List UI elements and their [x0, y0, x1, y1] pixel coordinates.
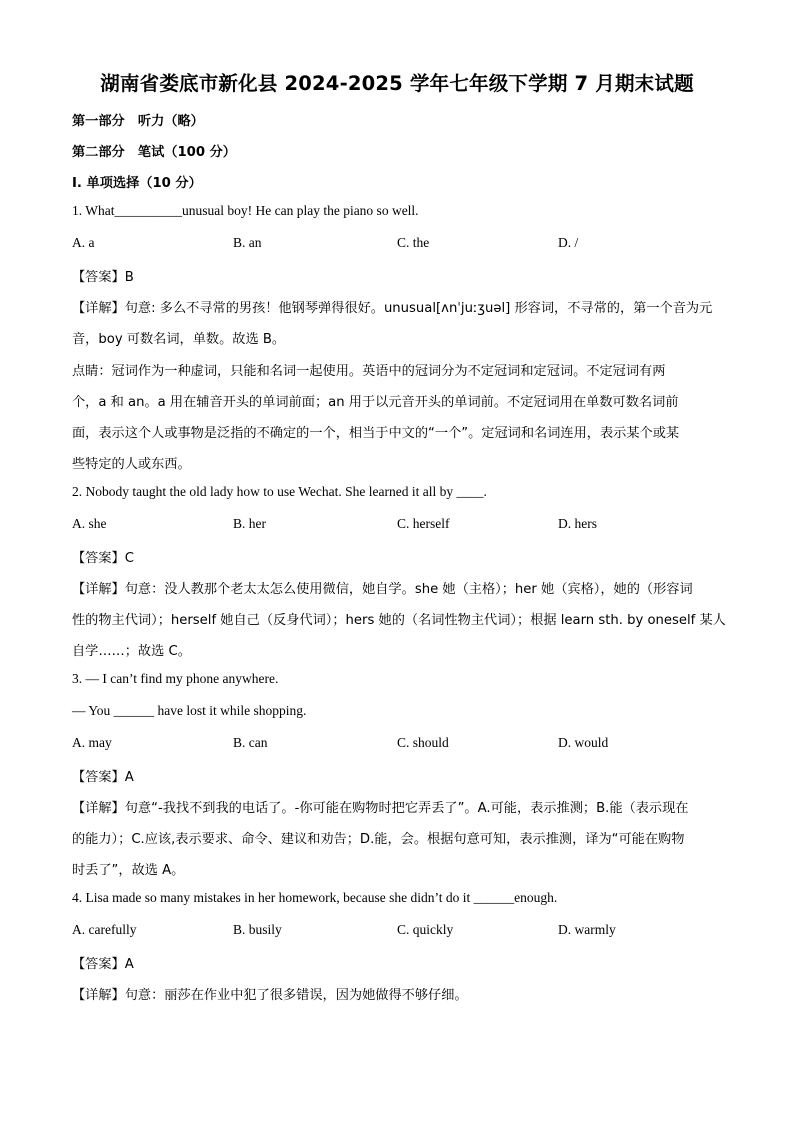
answer-line: 【答案】B [72, 270, 134, 285]
option-a: A. carefully [72, 922, 137, 937]
option-a: A. a [72, 235, 95, 250]
answer-line: 【答案】A [72, 770, 134, 785]
option-d: D. warmly [558, 922, 616, 937]
option-b: B. an [233, 235, 262, 250]
section-listening: 第一部分 听力（略） [72, 114, 204, 129]
question-options [72, 235, 722, 255]
question-stem: 3. — I can’t find my phone anywhere. [72, 671, 279, 686]
question-options [72, 516, 722, 536]
note-line: 个，a 和 an。a 用在辅音开头的单词前面；an 用于以元音开头的单词前。不定冠词用在单数可数名词前 [72, 395, 679, 410]
option-d: D. would [558, 735, 609, 750]
option-b: B. her [233, 516, 266, 531]
question-stem: 4. Lisa made so many mistakes in her homework, because she didn’t do it ______enough. [72, 890, 558, 905]
question-stem: 1. What__________unusual boy! He can play the piano so well. [72, 203, 419, 218]
detail-line: 【详解】句意: 多么不寻常的男孩！他钢琴弹得很好。unusual[ʌnˈjuːʒuəl] 形容词，不寻常的，第一个音为元 [72, 301, 713, 316]
option-d: D. / [558, 235, 579, 250]
page-title: 湖南省娄底市新化县 2024-2025 学年七年级下学期 7 月期末试题 [100, 72, 694, 95]
note-line: 面，表示这个人或事物是泛指的不确定的一个，相当于中文的“一个”。定冠词和名词连用，表示某个或某 [72, 426, 680, 441]
option-c: C. herself [397, 516, 450, 531]
detail-line: 性的物主代词）；herself 她自己（反身代词）；hers 她的（名词性物主代词）；根据 learn sth. by oneself 某人 [72, 613, 726, 628]
question-options [72, 922, 722, 942]
option-d: D. hers [558, 516, 597, 531]
option-b: B. busily [233, 922, 282, 937]
detail-line: 自学……；故选 C。 [72, 644, 191, 659]
question-stem: 2. Nobody taught the old lady how to use Wechat. She learned it all by ____. [72, 484, 487, 499]
option-a: A. she [72, 516, 107, 531]
section-single-choice: Ⅰ. 单项选择（10 分） [72, 176, 202, 191]
option-b: B. can [233, 735, 268, 750]
option-c: C. quickly [397, 922, 454, 937]
question-stem: — You ______ have lost it while shopping. [72, 703, 307, 718]
note-line: 些特定的人或东西。 [72, 457, 191, 472]
detail-line: 的能力）；C.应该,表示要求、命令、建议和劝告；D.能，会。根据句意可知，表示推测，译为“可能在购物 [72, 832, 685, 847]
answer-line: 【答案】C [72, 551, 134, 566]
detail-line: 【详解】句意：丽莎在作业中犯了很多错误，因为她做得不够仔细。 [72, 988, 468, 1003]
option-c: C. should [397, 735, 449, 750]
detail-line: 【详解】句意：没人教那个老太太怎么使用微信，她自学。she 她（主格）；her 她（宾格），她的（形容词 [72, 582, 693, 597]
option-c: C. the [397, 235, 430, 250]
question-options [72, 735, 722, 755]
section-writing: 第二部分 笔试（100 分） [72, 145, 236, 160]
detail-line: 时丢了”，故选 A。 [72, 863, 185, 878]
detail-line: 音，boy 可数名词，单数。故选 B。 [72, 332, 286, 347]
answer-line: 【答案】A [72, 957, 134, 972]
note-line: 点睛：冠词作为一种虚词，只能和名词一起使用。英语中的冠词分为不定冠词和定冠词。不定冠词有两 [72, 364, 666, 379]
detail-line: 【详解】句意“-我找不到我的电话了。-你可能在购物时把它弄丢了”。A.可能，表示推测；B.能（表示现在 [72, 801, 689, 816]
option-a: A. may [72, 735, 112, 750]
